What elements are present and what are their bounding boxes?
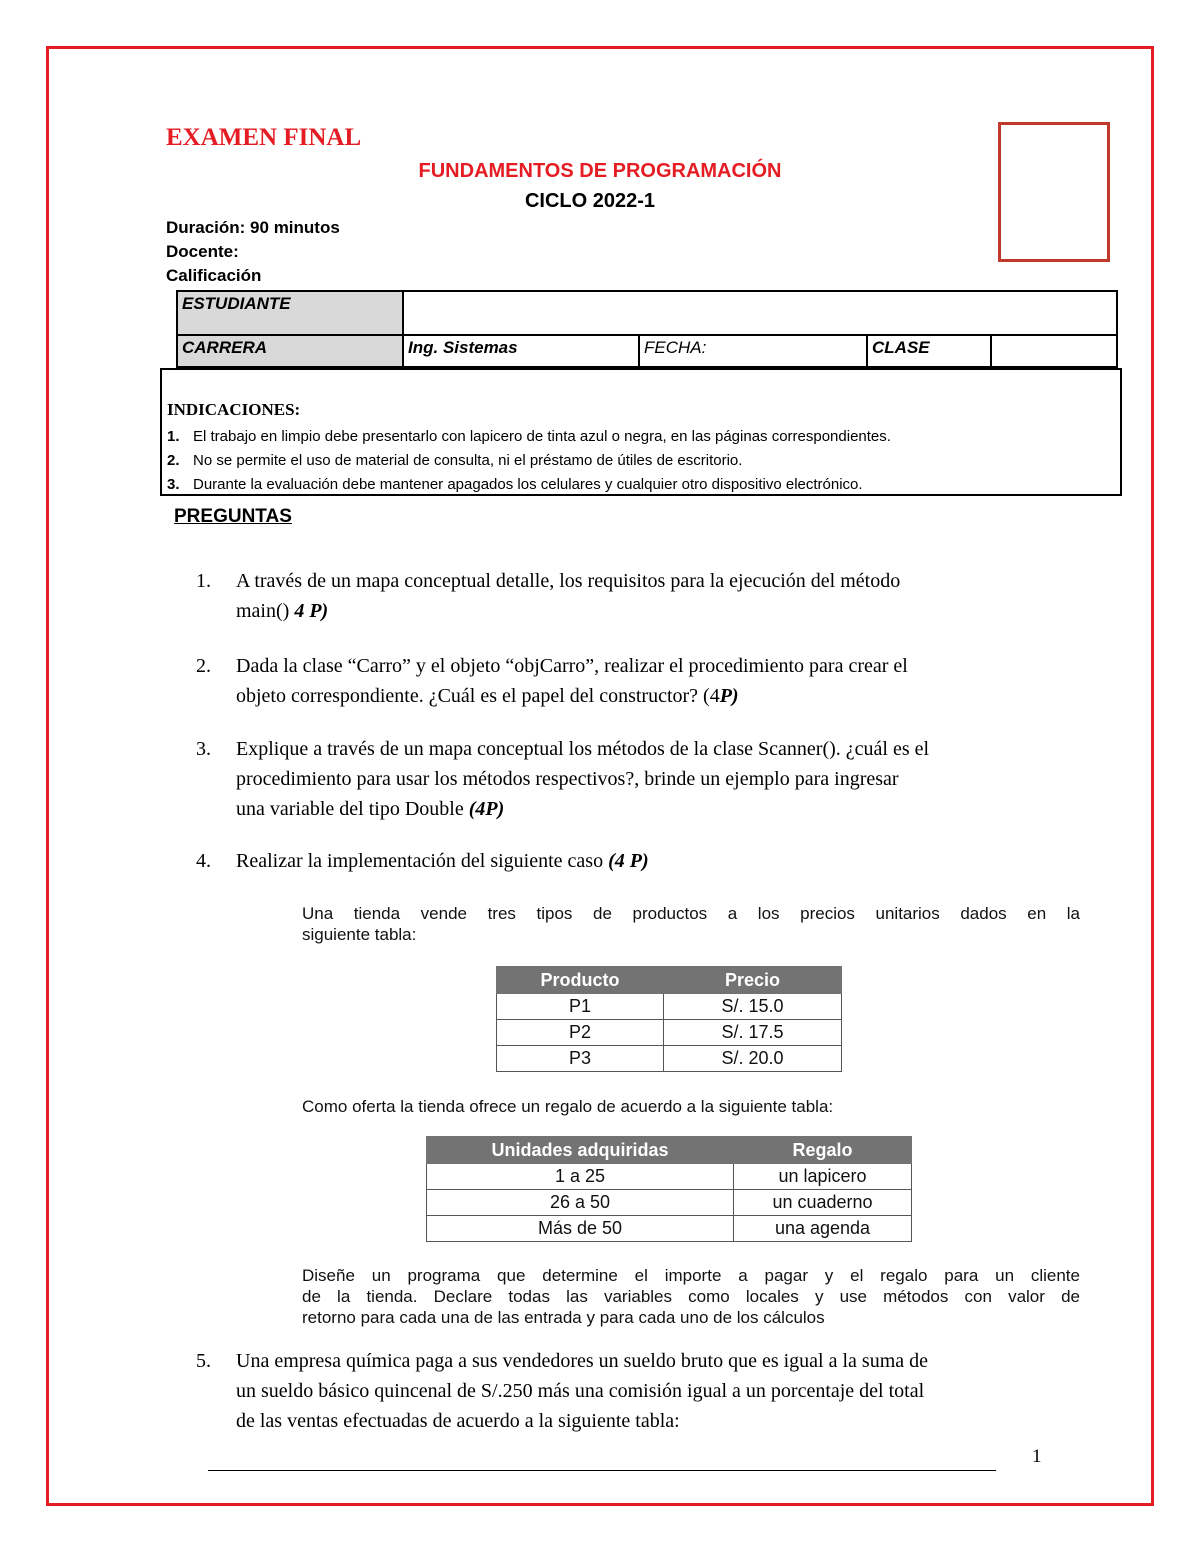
table-cell: P1 [497, 994, 664, 1020]
table-cell: 1 a 25 [427, 1164, 734, 1190]
class-label: CLASE [867, 335, 991, 367]
table-row [427, 1216, 912, 1242]
question-tail: una variable del tipo Double [236, 798, 469, 820]
question-tail: objeto correspondiente. ¿Cuál es el papel del constructor? (4 [236, 685, 720, 707]
subject-title: FUNDAMENTOS DE PROGRAMACIÓN [418, 160, 782, 182]
table-cell: P2 [497, 1020, 664, 1046]
table-header: Unidades adquiridas [427, 1137, 734, 1164]
question-number: 5. [196, 1350, 211, 1372]
question-points: (4 P) [608, 850, 649, 872]
table-header: Precio [664, 967, 842, 994]
student-value[interactable] [403, 291, 1117, 335]
table-header: Regalo [734, 1137, 912, 1164]
table-row [427, 1190, 912, 1216]
career-value: Ing. Sistemas [403, 335, 639, 367]
table-row [427, 1164, 912, 1190]
table-cell: una agenda [734, 1216, 912, 1242]
question-line: Dada la clase “Carro” y el objeto “objCarro”, realizar el procedimiento para crear el [236, 655, 908, 677]
table-cell: P3 [497, 1046, 664, 1072]
table-row [497, 994, 842, 1020]
question-line: Explique a través de un mapa conceptual los métodos de la clase Scanner(). ¿cuál es el [236, 738, 930, 760]
indication-number: 2. [167, 452, 180, 469]
question-line: A través de un mapa conceptual detalle, los requisitos para la ejecución del método [236, 570, 901, 592]
question-line: procedimiento para usar los métodos respectivos?, brinde un ejemplo para ingresar [236, 768, 899, 790]
indication-item [167, 476, 863, 493]
questions-heading: PREGUNTAS [174, 506, 292, 527]
question-line: de las ventas efectuadas de acuerdo a la siguiente tabla: [236, 1410, 680, 1432]
table-cell: un cuaderno [734, 1190, 912, 1216]
cycle-label: CICLO 2022-1 [524, 190, 656, 212]
case-intro-line: siguiente tabla: [302, 925, 417, 944]
offer-text: Como oferta la tienda ofrece un regalo de acuerdo a la siguiente tabla: [302, 1097, 834, 1116]
table-cell: S/. 20.0 [664, 1046, 842, 1072]
indication-text: Durante la evaluación debe mantener apagados los celulares y cualquier otro dispositivo electrónico. [193, 476, 863, 493]
design-line: Diseñe un programa que determine el importe a pagar y el regalo para un cliente [302, 1266, 1080, 1285]
question-number: 2. [196, 655, 211, 677]
indication-item [167, 428, 891, 445]
question-line [236, 681, 739, 711]
question-number: 1. [196, 570, 211, 592]
exam-title: EXAMEN FINAL [166, 124, 362, 151]
indication-text: El trabajo en limpio debe presentarlo con lapicero de tinta azul o negra, en las páginas correspondientes. [193, 428, 891, 445]
gifts-table [426, 1136, 912, 1242]
question-line [236, 794, 504, 824]
student-info-table [176, 290, 1118, 368]
question-number: 3. [196, 738, 211, 760]
table-header: Producto [497, 967, 664, 994]
indication-number: 3. [167, 476, 180, 493]
teacher-label: Docente: [166, 242, 239, 261]
design-line: de la tienda. Declare todas las variables como locales y use métodos con valor de [302, 1287, 1080, 1306]
grade-label: Calificación [166, 266, 262, 285]
table-cell: 26 a 50 [427, 1190, 734, 1216]
table-cell: S/. 15.0 [664, 994, 842, 1020]
table-cell: un lapicero [734, 1164, 912, 1190]
table-row [497, 1020, 842, 1046]
class-value[interactable] [991, 335, 1117, 367]
question-line [236, 596, 328, 626]
question-points: (4P) [468, 798, 505, 820]
question-tail: Realizar la implementación del siguiente caso [236, 850, 609, 872]
duration-label: Duración: 90 minutos [166, 218, 340, 237]
prices-table [496, 966, 842, 1072]
indication-number: 1. [167, 428, 180, 445]
indication-text: No se permite el uso de material de consulta, ni el préstamo de útiles de escritorio. [193, 452, 743, 469]
question-line: Una empresa química paga a sus vendedores un sueldo bruto que es igual a la suma de [236, 1350, 929, 1372]
indications-title: INDICACIONES: [167, 400, 301, 419]
design-line: retorno para cada una de las entrada y para cada uno de los cálculos [302, 1308, 825, 1327]
table-row [497, 1046, 842, 1072]
indications-box [160, 368, 1122, 496]
table-cell: Más de 50 [427, 1216, 734, 1242]
question-points: 4 P) [294, 600, 329, 622]
question-tail: main() [236, 600, 295, 622]
page-number: 1 [1032, 1446, 1042, 1467]
career-label: CARRERA [177, 335, 403, 367]
question-line: un sueldo básico quincenal de S/.250 más una comisión igual a un porcentaje del total [236, 1380, 925, 1402]
footer-divider [208, 1470, 996, 1471]
date-label: FECHA: [639, 335, 867, 367]
question-points: P) [719, 685, 739, 707]
student-label: ESTUDIANTE [177, 291, 403, 335]
question-number: 4. [196, 850, 211, 872]
case-intro-line: Una tienda vende tres tipos de productos a los precios unitarios dados en la [302, 904, 1080, 923]
question-line [236, 846, 649, 876]
indication-item [167, 452, 742, 469]
table-cell: S/. 17.5 [664, 1020, 842, 1046]
